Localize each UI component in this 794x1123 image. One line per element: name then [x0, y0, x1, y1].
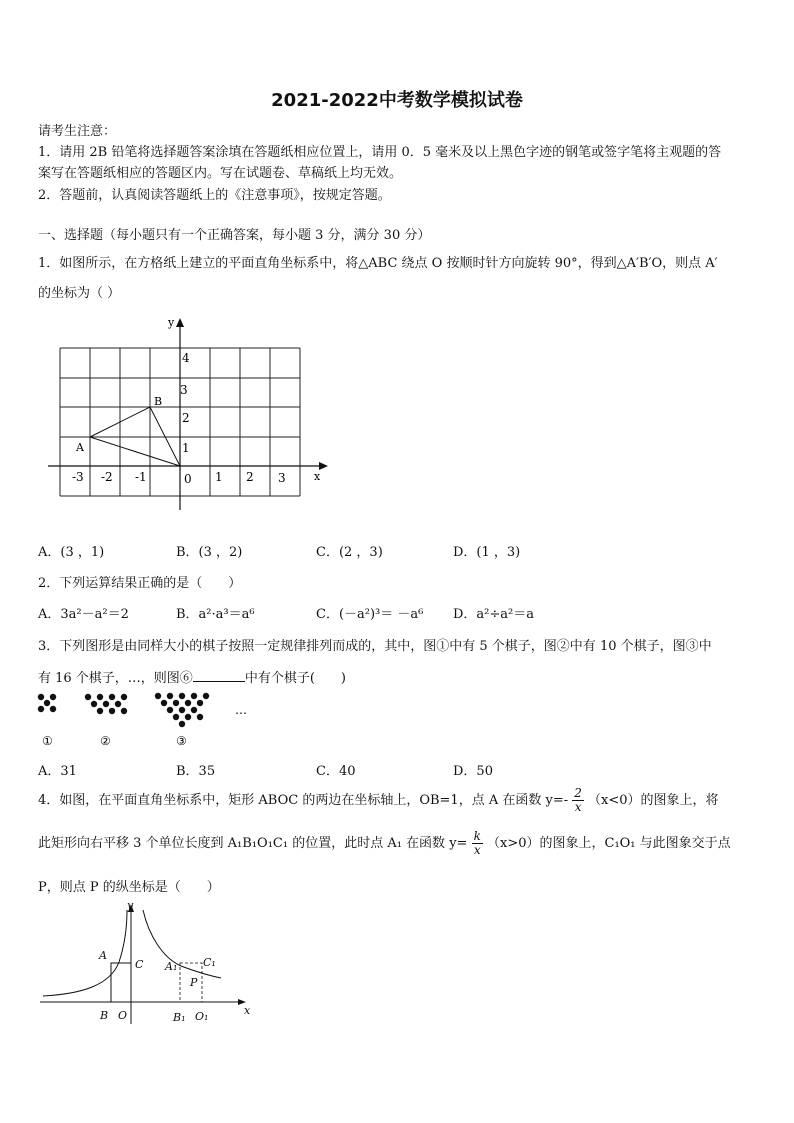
label-p: P	[190, 976, 198, 989]
rectangle-aboc	[111, 963, 131, 1002]
q1-option-c: C．(2 ，3)	[316, 545, 383, 560]
fraction-k-over-x	[472, 830, 483, 857]
q4-hyperbola-figure	[35, 896, 265, 1036]
q4-line-1b: （x<0）的图象上，将	[588, 793, 719, 808]
q1-grid-figure	[40, 310, 340, 520]
label-c: C	[135, 958, 144, 971]
notice-item-1b: 案写在答题纸相应的答题区内。写在试题卷、草稿纸上均无效。	[38, 166, 403, 181]
section-heading: 一、选择题（每小题只有一个正确答案，每小题 3 分，满分 30 分）	[38, 228, 431, 243]
q2-option-d: D．a²÷a²＝a	[453, 607, 534, 622]
pattern-label-3: ③	[176, 734, 187, 748]
q2-text: 2．下列运算结果正确的是（ ）	[38, 576, 242, 591]
x-tick: 1	[215, 470, 223, 484]
q2-option-c: C．(－a²)³＝ －a⁶	[316, 607, 424, 622]
x-tick: 0	[184, 472, 192, 486]
y-axis-arrow	[176, 318, 184, 327]
label-a1: A₁	[165, 960, 178, 973]
y-tick: 4	[182, 351, 190, 365]
fraction-denominator: x	[473, 843, 481, 857]
pattern-ellipsis: …	[235, 703, 247, 717]
q1-option-a: A．(3 ，1)	[38, 545, 105, 560]
point-a-label: A	[76, 441, 84, 454]
q1-text-b: 的坐标为（ ）	[38, 286, 121, 301]
q4-line-1	[38, 786, 719, 816]
x-tick: 2	[246, 470, 254, 484]
point-b-label: B	[154, 395, 163, 408]
q4-line-2	[38, 829, 731, 859]
x-tick: -2	[101, 470, 113, 484]
fraction-denominator: x	[574, 800, 582, 814]
q1-option-d: D．(1 ，3)	[453, 545, 521, 560]
x-axis-label: x	[314, 470, 321, 483]
q3-text-a: 3．下列图形是由同样大小的棋子按照一定规律排列而成的，其中，图①中有 5 个棋子，图②中有 10 个棋子，图③中	[38, 639, 712, 654]
q4-line-1a: 4．如图，在平面直角坐标系中，矩形 ABOC 的两边在坐标轴上，OB=1，点 A 在函数 y=-	[38, 793, 569, 808]
y-axis-label: y	[127, 899, 134, 912]
label-o1: O₁	[195, 1010, 209, 1023]
answer-blank	[193, 669, 245, 682]
q3-option-c: C．40	[316, 764, 356, 779]
q4-line-3: P，则点 P 的纵坐标是（ ）	[38, 880, 220, 895]
x-tick: -3	[72, 470, 84, 484]
fraction-numerator: k	[473, 829, 481, 843]
pattern-label-1: ①	[42, 734, 53, 748]
notice-heading: 请考生注意：	[38, 124, 117, 139]
x-tick: -1	[135, 470, 147, 484]
label-a: A	[99, 949, 107, 962]
q3-option-b: B．35	[176, 764, 216, 779]
q2-option-a: A．3a²－a²＝2	[38, 607, 129, 622]
notice-item-1a: 1．请用 2B 铅笔将选择题答案涂填在答题纸相应位置上，请用 0．5 毫米及以上黑色字迹的钢笔或签字笔将主观题的答	[38, 145, 722, 160]
y-tick: 1	[182, 441, 190, 455]
label-b: B	[100, 1009, 109, 1022]
q2-option-b: B．a²·a³＝a⁶	[176, 607, 255, 622]
pattern-label-2: ②	[100, 734, 111, 748]
notice-item-2: 2．答题前，认真阅读答题纸上的《注意事项》，按规定答题。	[38, 188, 391, 203]
q4-line-2a: 此矩形向右平移 3 个单位长度到 A₁B₁O₁C₁ 的位置，此时点 A₁ 在函数 y=	[38, 836, 468, 851]
q3-pattern-figure	[30, 690, 270, 750]
left-hyperbola-branch	[43, 910, 127, 996]
x-axis-arrow	[319, 462, 328, 470]
label-b1: B₁	[173, 1011, 186, 1024]
y-tick: 3	[180, 383, 188, 397]
q4-line-2b: （x>0）的图象上，C₁O₁ 与此图象交于点	[487, 836, 731, 851]
y-tick: 2	[182, 411, 190, 425]
x-tick: 3	[278, 471, 286, 485]
x-axis-label: x	[244, 1004, 251, 1017]
q3-option-a: A．31	[38, 764, 77, 779]
fraction-2-over-x	[572, 787, 584, 814]
q3-text-b	[38, 667, 346, 686]
q3-text-b-post: 中有个棋子( )	[244, 671, 346, 686]
fraction-numerator: 2	[574, 786, 582, 800]
y-axis-label: y	[168, 316, 175, 329]
q1-text-a: 1．如图所示，在方格纸上建立的平面直角坐标系中，将△ABC 绕点 O 按顺时针方向旋转 90°，得到△A′B′O，则点 A′	[38, 256, 718, 271]
label-c1: C₁	[203, 956, 216, 969]
q3-text-b-pre: 有 16 个棋子，…，则图⑥	[38, 671, 193, 686]
label-o: O	[118, 1009, 128, 1022]
page-title: 2021-2022中考数学模拟试卷	[271, 90, 523, 111]
q1-option-b: B．(3 ，2)	[176, 545, 243, 560]
q3-option-d: D．50	[453, 764, 493, 779]
